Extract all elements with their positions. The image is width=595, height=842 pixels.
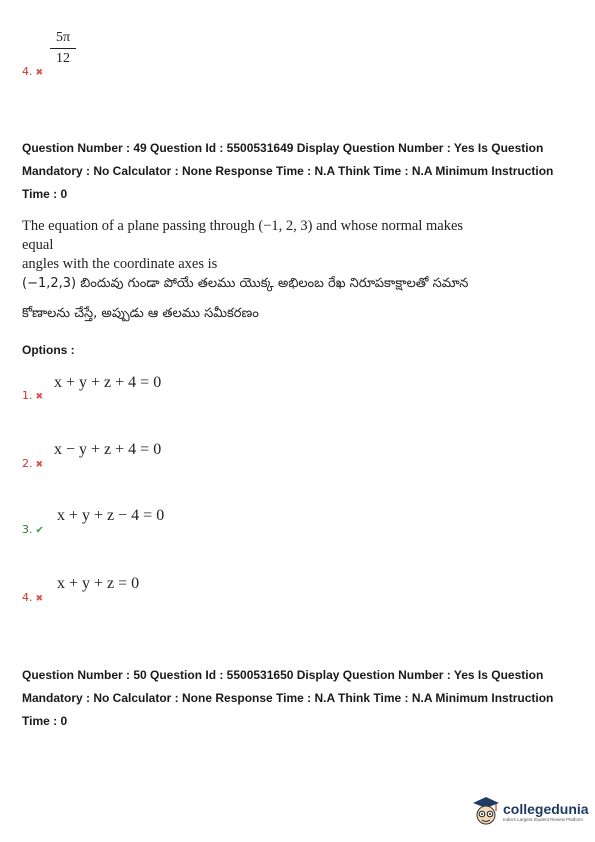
collegedunia-logo	[472, 796, 589, 826]
meta-line: Question Number : 50 Question Id : 5500531650 Display Question Number : Yes Is Question	[22, 668, 544, 682]
logo-tagline: India's Largest Student Review Platform	[503, 816, 583, 822]
option-number: 4.	[22, 591, 33, 604]
option-3-text: x + y + z − 4 = 0	[57, 507, 165, 524]
wrong-mark-icon: ✖	[35, 392, 44, 402]
logo-name: collegedunia	[503, 800, 589, 817]
question-text-telugu-line1: (−1,2,3) బిందువు గుండా పోయే తలము యొక్క అభిలంబ రేఖ నిరూపకాక్షాలతో సమాన	[22, 276, 469, 291]
option-4[interactable]	[22, 586, 43, 605]
meta-line: Mandatory : No Calculator : None Response Time : N.A Think Time : N.A Minimum Instruction	[22, 691, 554, 705]
option-1[interactable]	[22, 384, 43, 403]
meta-line: Time : 0	[22, 714, 68, 728]
fraction-numerator: 5π	[55, 30, 71, 45]
mascot-icon	[472, 796, 500, 826]
option-number: 2.	[22, 457, 33, 470]
meta-line: Mandatory : No Calculator : None Response Time : N.A Think Time : N.A Minimum Instruction	[22, 164, 554, 178]
question-line: The equation of a plane passing through (−1, 2, 3) and whose normal makes equal	[22, 218, 464, 253]
wrong-mark-icon: ✖	[35, 68, 44, 78]
question-text-telugu-line2: కోణాలను చేస్తే, అప్పుడు ఆ తలము సమీకరణం	[22, 306, 259, 321]
option-2-text: x − y + z + 4 = 0	[54, 441, 162, 458]
question-line: angles with the coordinate axes is	[22, 256, 218, 272]
wrong-mark-icon: ✖	[35, 460, 44, 470]
option-3[interactable]	[22, 518, 44, 537]
option-number: 4.	[22, 65, 33, 78]
wrong-mark-icon: ✖	[35, 594, 44, 604]
correct-check-icon: ✔	[35, 525, 44, 536]
fraction-bar	[50, 48, 76, 49]
question-49-meta	[22, 137, 582, 206]
meta-line: Time : 0	[22, 187, 68, 201]
question-text-english	[22, 217, 482, 274]
option-number: 3.	[22, 523, 33, 536]
fraction-denominator: 12	[56, 51, 70, 66]
meta-line: Question Number : 49 Question Id : 5500531649 Display Question Number : Yes Is Question	[22, 141, 544, 155]
option-1-text: x + y + z + 4 = 0	[54, 374, 162, 391]
prev-option-4	[22, 60, 43, 79]
option-number: 1.	[22, 389, 33, 402]
fraction	[50, 30, 76, 67]
options-label: Options :	[22, 343, 75, 357]
question-50-meta	[22, 664, 582, 733]
option-2[interactable]	[22, 452, 43, 471]
logo-text-block	[503, 801, 589, 822]
option-4-text: x + y + z = 0	[57, 575, 140, 592]
